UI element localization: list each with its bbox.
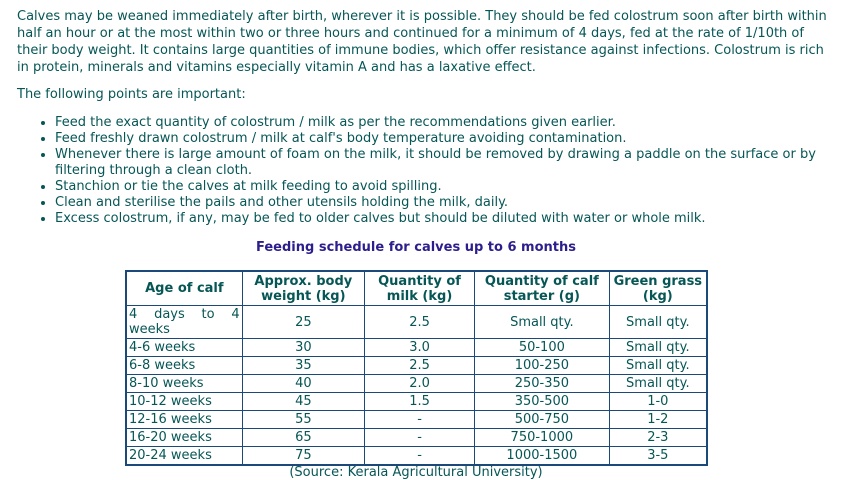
cell-age: 12-16 weeks: [126, 411, 242, 429]
cell-milk: -: [365, 429, 475, 447]
table-caption: Feeding schedule for calves up to 6 months: [256, 240, 576, 255]
cell-starter: 1000-1500: [475, 447, 610, 466]
table-source-note: (Source: Kerala Agricultural University): [289, 465, 543, 480]
cell-weight: 40: [242, 375, 364, 393]
cell-starter: 50-100: [475, 339, 610, 357]
cell-grass: 1-2: [609, 411, 707, 429]
list-item: • Stanchion or tie the calves at milk feeding to avoid spilling.: [55, 179, 860, 195]
cell-milk: 2.0: [365, 375, 475, 393]
cell-weight: 55: [242, 411, 364, 429]
cell-grass: Small qty.: [609, 306, 707, 339]
cell-milk: 2.5: [365, 357, 475, 375]
cell-starter: 250-350: [475, 375, 610, 393]
header-green-grass: Green grass (kg): [609, 271, 707, 306]
cell-age: 10-12 weeks: [126, 393, 242, 411]
points-lead-text: The following points are important:: [17, 87, 246, 102]
cell-milk: 2.5: [365, 306, 475, 339]
cell-grass: 3-5: [609, 447, 707, 466]
list-item: • Excess colostrum, if any, may be fed to older calves but should be diluted with water or whole milk.: [55, 211, 860, 227]
cell-grass: 1-0: [609, 393, 707, 411]
table-row: [126, 357, 707, 375]
cell-milk: 1.5: [365, 393, 475, 411]
list-item: • Feed the exact quantity of colostrum / milk as per the recommendations given earlier.: [55, 115, 860, 131]
intro-paragraph: Calves may be weaned immediately after birth, wherever it is possible. They should be fed colostrum soon after birth within half an hour or at the most within two or three hours and continued for a minimum of 4 days, fed at the rate of 1/10th of their body weight. It contains large quantities of immune bodies, which offer resistance against infections. Colostrum is rich in protein, minerals and vitamins especially vitamin A and has a laxative effect.: [17, 9, 827, 75]
cell-milk: -: [365, 411, 475, 429]
cell-grass: Small qty.: [609, 375, 707, 393]
table-row: [126, 411, 707, 429]
cell-starter: 100-250: [475, 357, 610, 375]
cell-age: 20-24 weeks: [126, 447, 242, 466]
cell-starter: Small qty.: [475, 306, 610, 339]
cell-starter: 500-750: [475, 411, 610, 429]
table-row: [126, 447, 707, 466]
table-row: [126, 375, 707, 393]
table-row: [126, 306, 707, 339]
cell-weight: 30: [242, 339, 364, 357]
cell-grass: Small qty.: [609, 357, 707, 375]
cell-milk: -: [365, 447, 475, 466]
header-milk-quantity: Quantity of milk (kg): [365, 271, 475, 306]
cell-age: 6-8 weeks: [126, 357, 242, 375]
table-row: [126, 429, 707, 447]
list-item: • Whenever there is large amount of foam on the milk, it should be removed by drawing a paddle on the surface or by filtering through a clean cloth.: [55, 147, 860, 179]
table-header-row: [126, 271, 707, 306]
cell-grass: Small qty.: [609, 339, 707, 357]
feeding-schedule-table: [125, 270, 708, 466]
cell-weight: 65: [242, 429, 364, 447]
table-row: [126, 393, 707, 411]
cell-age: 8-10 weeks: [126, 375, 242, 393]
cell-starter: 350-500: [475, 393, 610, 411]
important-points-list: [17, 115, 860, 227]
cell-weight: 45: [242, 393, 364, 411]
cell-grass: 2-3: [609, 429, 707, 447]
cell-age: 4 days to 4 weeks: [126, 306, 242, 339]
cell-weight: 25: [242, 306, 364, 339]
list-item: • Clean and sterilise the pails and other utensils holding the milk, daily.: [55, 195, 860, 211]
cell-milk: 3.0: [365, 339, 475, 357]
cell-age: 16-20 weeks: [126, 429, 242, 447]
list-item: • Feed freshly drawn colostrum / milk at calf's body temperature avoiding contamination.: [55, 131, 860, 147]
cell-weight: 75: [242, 447, 364, 466]
table-row: [126, 339, 707, 357]
header-age-of-calf: Age of calf: [126, 271, 242, 306]
header-body-weight: Approx. body weight (kg): [242, 271, 364, 306]
cell-weight: 35: [242, 357, 364, 375]
header-calf-starter: Quantity of calf starter (g): [475, 271, 610, 306]
cell-age: 4-6 weeks: [126, 339, 242, 357]
cell-starter: 750-1000: [475, 429, 610, 447]
